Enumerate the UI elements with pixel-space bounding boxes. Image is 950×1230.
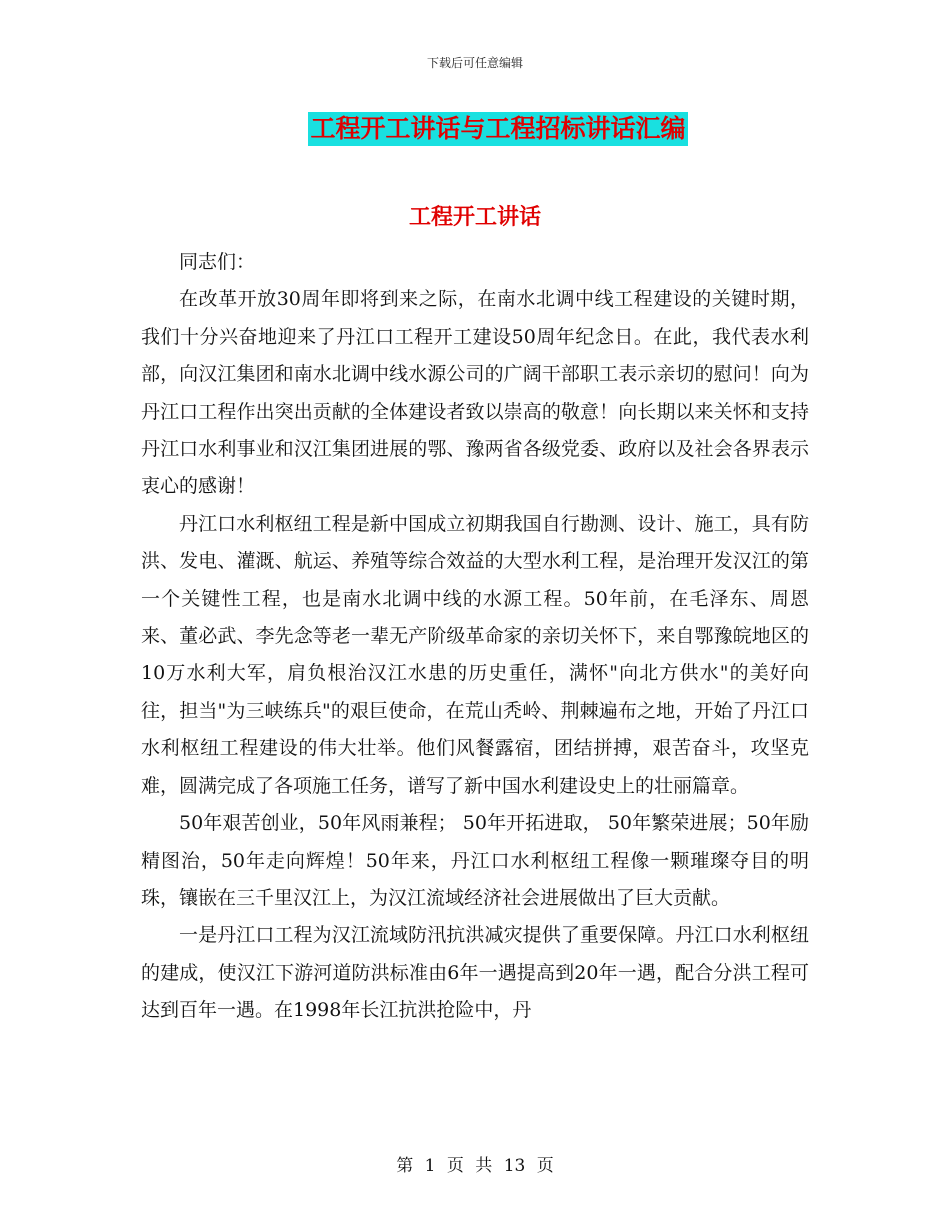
body-paragraph: 50年艰苦创业，50年风雨兼程； 50年开拓进取， 50年繁荣进展；50年励精图治，50年走向辉煌！50年来，丹江口水利枢纽工程像一颗璀璨夺目的明珠，镶嵌在三千里汉江上，为汉江流域经济社会进展做出了巨大贡献。 xyxy=(141,812,809,909)
main-title: 工程开工讲话与工程招标讲话汇编 xyxy=(308,112,687,146)
main-title-container xyxy=(0,112,950,146)
page-number-footer: 第 1 页 共 13 页 xyxy=(396,1156,554,1176)
body-paragraph: 丹江口水利枢纽工程是新中国成立初期我国自行勘测、设计、施工，具有防洪、发电、灌溉、航运、养殖等综合效益的大型水利工程，是治理开发汉江的第一个关键性工程，也是南水北调中线的水源工程。50年前，在毛泽东、周恩来、董必武、李先念等老一辈无产阶级革命家的亲切关怀下，来自鄂豫皖地区的10万水利大军，肩负根治汉江水患的历史重任，满怀"向北方供水"的美好向往，担当"为三峡练兵"的艰巨使命，在荒山秃岭、荆棘遍布之地，开始了丹江口水利枢纽工程建设的伟大壮举。他们风餐露宿，团结拼搏，艰苦奋斗，攻坚克难，圆满完成了各项施工任务，谱写了新中国水利建设史上的壮丽篇章。 xyxy=(141,512,809,797)
document-body xyxy=(141,244,809,1030)
salutation: 同志们： xyxy=(179,251,256,273)
body-paragraph: 在改革开放30周年即将到来之际，在南水北调中线工程建设的关键时期，我们十分兴奋地迎来了丹江口工程开工建设50周年纪念日。在此，我代表水利部，向汉江集团和南水北调中线水源公司的广阔干部职工表示亲切的慰问！向为丹江口工程作出突出贡献的全体建设者致以崇高的敬意！向长期以来关怀和支持丹江口水利事业和汉江集团进展的鄂、豫两省各级党委、政府以及社会各界表示衷心的感谢！ xyxy=(141,288,809,498)
body-paragraph: 一是丹江口工程为汉江流域防汛抗洪减灾提供了重要保障。丹江口水利枢纽的建成，使汉江下游河道防洪标准由6年一遇提高到20年一遇，配合分洪工程可达到百年一遇。在1998年长江抗洪抢险中，丹 xyxy=(141,924,809,1022)
header-note: 下载后可任意编辑 xyxy=(426,56,523,70)
section-title: 工程开工讲话 xyxy=(408,204,541,230)
